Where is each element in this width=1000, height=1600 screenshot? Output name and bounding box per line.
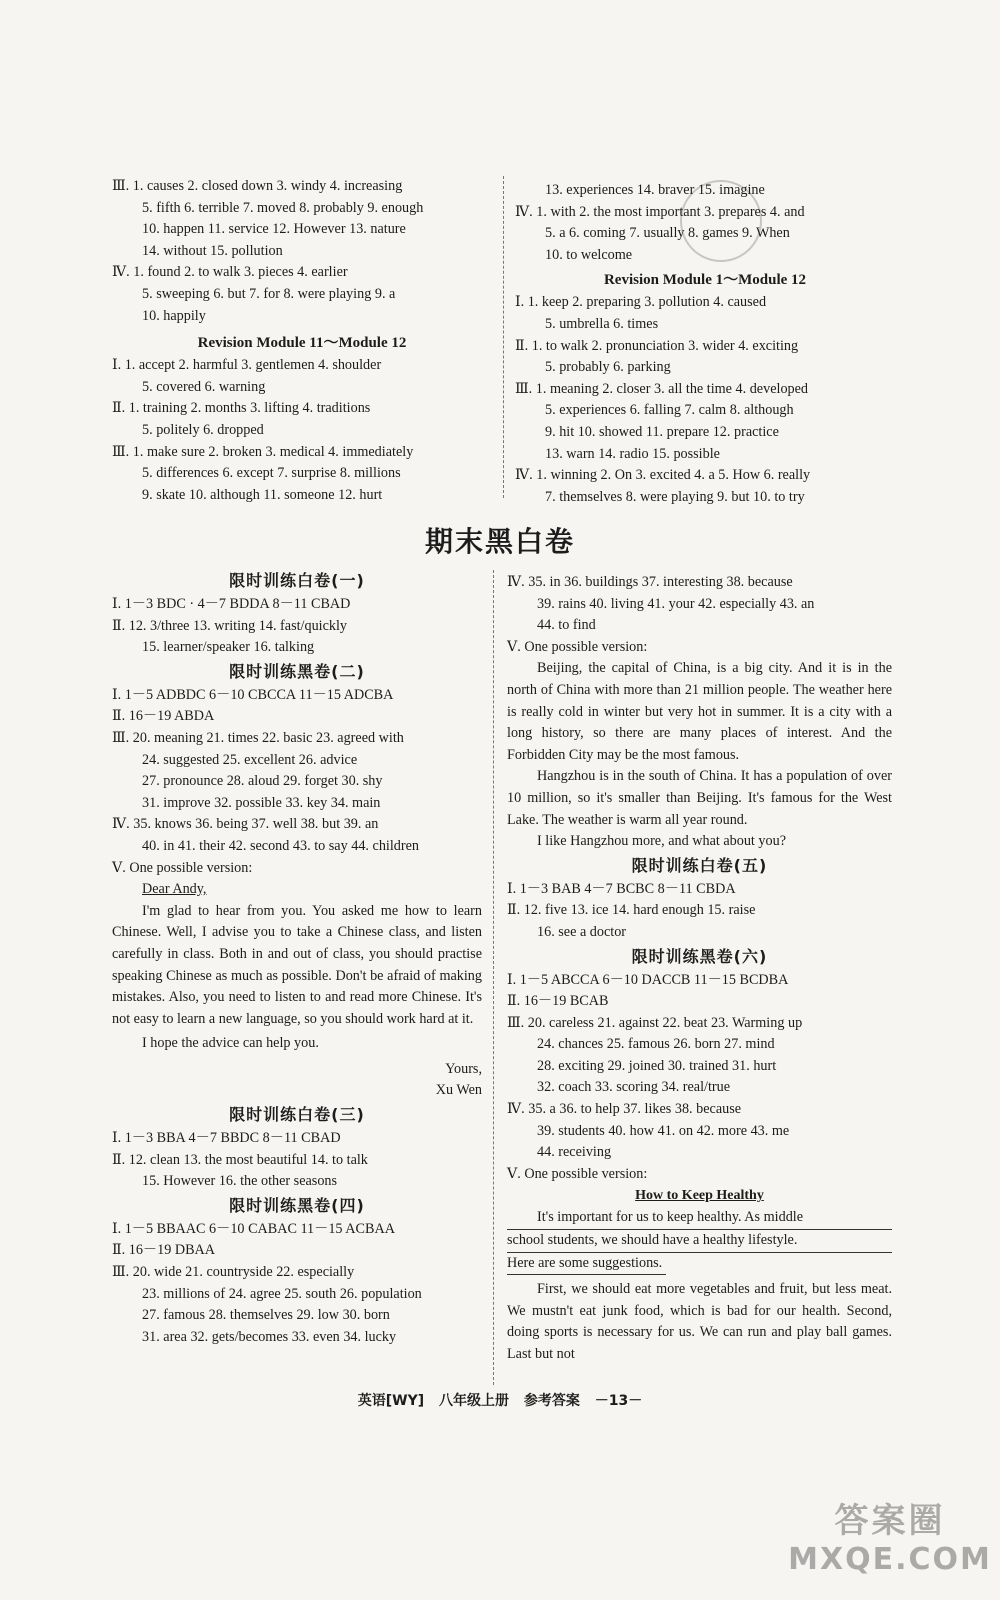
answer-line: Ⅱ. 1. training 2. months 3. lifting 4. traditions [112, 400, 371, 417]
answer-line: 5. covered 6. warning [142, 378, 266, 395]
section-3-answers [112, 1128, 482, 1193]
essay-paragraph-2: Hangzhou is in the south of China. It has a population of over 10 million, so it's smaller than Beijing. It's famous for the West Lake. The weather is warm all year round. [507, 768, 892, 828]
answer-line: 13. warn 14. radio 15. possible [545, 445, 720, 462]
bottom-column-divider [493, 570, 494, 1385]
page-footer [0, 1390, 1000, 1410]
revision-title-11-12: Revision Module 11～Module 12 [197, 335, 407, 352]
health-underlined-line-3: Here are some suggestions. [507, 1253, 666, 1276]
answer-line: 39. rains 40. living 41. your 42. especially 43. an [537, 595, 815, 612]
answer-line: Ⅱ. 12. 3/three 13. writing 14. fast/quickly [112, 617, 348, 634]
answer-line: Ⅰ. 1. accept 2. harmful 3. gentlemen 4. shoulder [112, 357, 382, 374]
revision-title-1-12: Revision Module 1～Module 12 [603, 272, 807, 289]
page-main-title: 期末黑白卷 [424, 525, 575, 558]
answer-line: 31. area 32. gets/becomes 33. even 34. lucky [142, 1328, 397, 1345]
answer-line: 44. receiving [537, 1144, 612, 1161]
health-essay-title: How to Keep Healthy [635, 1188, 764, 1204]
answer-line: 40. in 41. their 42. second 43. to say 44. children [142, 837, 420, 854]
answer-line: 5. politely 6. dropped [142, 421, 264, 438]
bottom-left-column [112, 568, 482, 1348]
answer-line: 9. hit 10. showed 11. prepare 12. practice [545, 423, 779, 440]
watermark-url: MXQE.COM [788, 1541, 992, 1577]
answer-line: Ⅱ. 12. five 13. ice 14. hard enough 15. raise [507, 902, 756, 919]
answer-line: 13. experiences 14. braver 15. imagine [545, 182, 765, 198]
answer-line: 15. However 16. the other seasons [142, 1173, 338, 1190]
answer-line: Ⅳ. 1. with 2. the most important 3. prepares 4. and [515, 203, 805, 220]
answer-line: Ⅰ. 1－3 BDC · 4－7 BDDA 8－11 CBAD [112, 596, 351, 612]
answer-line: 5. sweeping 6. but 7. for 8. were playing 9. a [142, 285, 396, 302]
answer-line: Ⅳ. 35. a 36. to help 37. likes 38. because [507, 1101, 742, 1118]
section-4-answers [112, 1219, 482, 1349]
footer-subject: 英语[WY] [357, 1393, 425, 1409]
answer-line: Ⅳ. 35. knows 36. being 37. well 38. but 39. an [112, 816, 379, 833]
answer-line: 5. a 6. coming 7. usually 8. games 9. When [545, 225, 790, 242]
answer-line: 14. without 15. pollution [142, 242, 283, 259]
health-underlined-line-1: It's important for us to keep healthy. As middle [507, 1207, 892, 1230]
answer-line: Ⅴ. One possible version: [507, 1165, 648, 1182]
section-6-answers [507, 970, 892, 1186]
answer-line: 24. suggested 25. excellent 26. advice [142, 751, 358, 768]
section-4-continued-answers [507, 572, 892, 658]
essay-paragraph-1: Beijing, the capital of China, is a big city. And it is in the north of China with more than 21 million people. The weather here is really cold in winter but very hot in summer. It is a city with a long history, so there are many places of interest. And the Forbidden City may be the most famous. [507, 660, 892, 763]
health-essay-body: First, we should eat more vegetables and fruit, but less meat. We mustn't eat junk food, which is bad for our health. Second, doing sports is necessary for us. We can run and play ball games. Last but not [507, 1281, 892, 1362]
watermark-chinese: 答案圈 [834, 1500, 946, 1541]
section-title-6: 限时训练黑卷(六) [631, 946, 768, 966]
answer-line: 27. pronounce 28. aloud 29. forget 30. shy [142, 773, 383, 790]
answer-line: 5. probably 6. parking [545, 359, 671, 376]
answer-line: Ⅱ. 16－19 DBAA [112, 1242, 216, 1259]
answer-line: Ⅲ. 1. meaning 2. closer 3. all the time 4. developed [515, 380, 809, 397]
answer-line: Ⅰ. 1－5 BBAAC 6－10 CABAC 11－15 ACBAA [112, 1220, 395, 1237]
answer-line: 24. chances 25. famous 26. born 27. mind [537, 1036, 775, 1053]
answer-line: Ⅰ. 1. keep 2. preparing 3. pollution 4. caused [515, 294, 767, 311]
answer-line: 15. learner/speaker 16. talking [142, 639, 315, 656]
revision-11-12-answers [112, 355, 492, 506]
essay-paragraph-3: I like Hangzhou more, and what about you? [537, 833, 786, 850]
answer-line: 10. happily [142, 307, 206, 324]
section-title-2: 限时训练黑卷(二) [229, 661, 365, 681]
letter-sign-off: Yours, [445, 1060, 482, 1077]
answer-line: Ⅲ. 1. make sure 2. broken 3. medical 4. immediately [112, 443, 414, 460]
answer-line: 27. famous 28. themselves 29. low 30. born [142, 1307, 390, 1324]
answer-line: 7. themselves 8. were playing 9. but 10. to try [545, 488, 805, 505]
top-column-divider [503, 176, 504, 498]
answer-line: Ⅳ. 1. winning 2. On 3. excited 4. a 5. How 6. really [515, 467, 811, 484]
footer-grade: 八年级上册 [439, 1393, 510, 1409]
answer-line: Ⅱ. 16－19 BCAB [507, 993, 609, 1010]
answer-line: Ⅴ. One possible version: [507, 638, 648, 655]
letter-body: I'm glad to hear from you. You asked me how to learn Chinese. Well, I advise you to take a Chinese class, and listen carefully in class. Both in and out of class, you should practise speaking Chinese as much as possible. Don't be afraid of making mistakes. Also, you need to listen to and read more Chinese. It's not easy to learn a new language, so you should work hard at it. [112, 902, 482, 1027]
answer-line: Ⅳ. 1. found 2. to walk 3. pieces 4. earlier [112, 264, 348, 281]
answer-line: 5. experiences 6. falling 7. calm 8. although [545, 402, 794, 419]
section-5-answers [507, 879, 892, 944]
bottom-right-column [507, 572, 892, 1366]
letter-signature: Xu Wen [435, 1082, 482, 1099]
answer-line: 44. to find [537, 617, 596, 634]
answer-line: 5. umbrella 6. times [545, 315, 659, 332]
stamp-mark [680, 180, 762, 262]
section-2-answers [112, 685, 482, 879]
answer-line: 5. fifth 6. terrible 7. moved 8. probably 9. enough [142, 199, 424, 216]
answer-line: Ⅲ. 20. meaning 21. times 22. basic 23. agreed with [112, 729, 404, 746]
top-left-answers [112, 176, 492, 327]
answer-line: Ⅱ. 12. clean 13. the most beautiful 14. to talk [112, 1151, 368, 1168]
answer-line: Ⅰ. 1－3 BAB 4－7 BCBC 8－11 CBDA [507, 880, 736, 897]
footer-page-number: －13－ [594, 1393, 643, 1409]
answer-line: Ⅲ. 1. causes 2. closed down 3. windy 4. increasing [112, 178, 403, 194]
answer-line: Ⅳ. 35. in 36. buildings 37. interesting 38. because [507, 574, 793, 590]
answer-line: 31. improve 32. possible 33. key 34. main [142, 794, 381, 811]
letter-greeting: Dear Andy, [142, 881, 207, 898]
section-title-1: 限时训练白卷(一) [229, 571, 365, 590]
answer-line: 9. skate 10. although 11. someone 12. hurt [142, 486, 383, 503]
answer-line: 28. exciting 29. joined 30. trained 31. hurt [537, 1057, 777, 1074]
answer-line: Ⅰ. 1－5 ADBDC 6－10 CBCCA 11－15 ADCBA [112, 686, 394, 703]
footer-label: 参考答案 [523, 1393, 580, 1409]
answer-line: 39. students 40. how 41. on 42. more 43. me [537, 1122, 790, 1139]
answer-line: Ⅰ. 1－5 ABCCA 6－10 DACCB 11－15 BCDBA [507, 971, 789, 988]
answer-line: Ⅱ. 1. to walk 2. pronunciation 3. wider 4. exciting [515, 337, 799, 354]
section-title-3: 限时训练白卷(三) [229, 1105, 365, 1125]
watermark-logo [788, 1487, 992, 1582]
health-underlined-line-2: school students, we should have a healthy lifestyle. [507, 1230, 892, 1253]
section-title-4: 限时训练黑卷(四) [229, 1195, 365, 1215]
answer-line: Ⅴ. One possible version: [112, 859, 253, 876]
answer-line: 10. happen 11. service 12. However 13. nature [142, 221, 406, 238]
answer-line: Ⅱ. 16－19 ABDA [112, 708, 215, 725]
answer-line: Ⅰ. 1－3 BBA 4－7 BBDC 8－11 CBAD [112, 1130, 341, 1147]
letter-closing-line: I hope the advice can help you. [142, 1035, 319, 1052]
answer-line: 32. coach 33. scoring 34. real/true [537, 1079, 731, 1096]
answer-line: 16. see a doctor [537, 923, 627, 940]
top-left-column [112, 176, 492, 506]
section-1-answers [112, 594, 482, 659]
answer-line: 5. differences 6. except 7. surprise 8. millions [142, 465, 401, 482]
answer-line: Ⅲ. 20. careless 21. against 22. beat 23. Warming up [507, 1014, 803, 1031]
revision-1-12-answers [515, 292, 895, 508]
answer-line: 10. to welcome [545, 246, 633, 263]
answer-line: Ⅲ. 20. wide 21. countryside 22. especially [112, 1264, 355, 1281]
answer-line: 23. millions of 24. agree 25. south 26. population [142, 1285, 422, 1302]
section-title-5: 限时训练白卷(五) [631, 855, 768, 875]
